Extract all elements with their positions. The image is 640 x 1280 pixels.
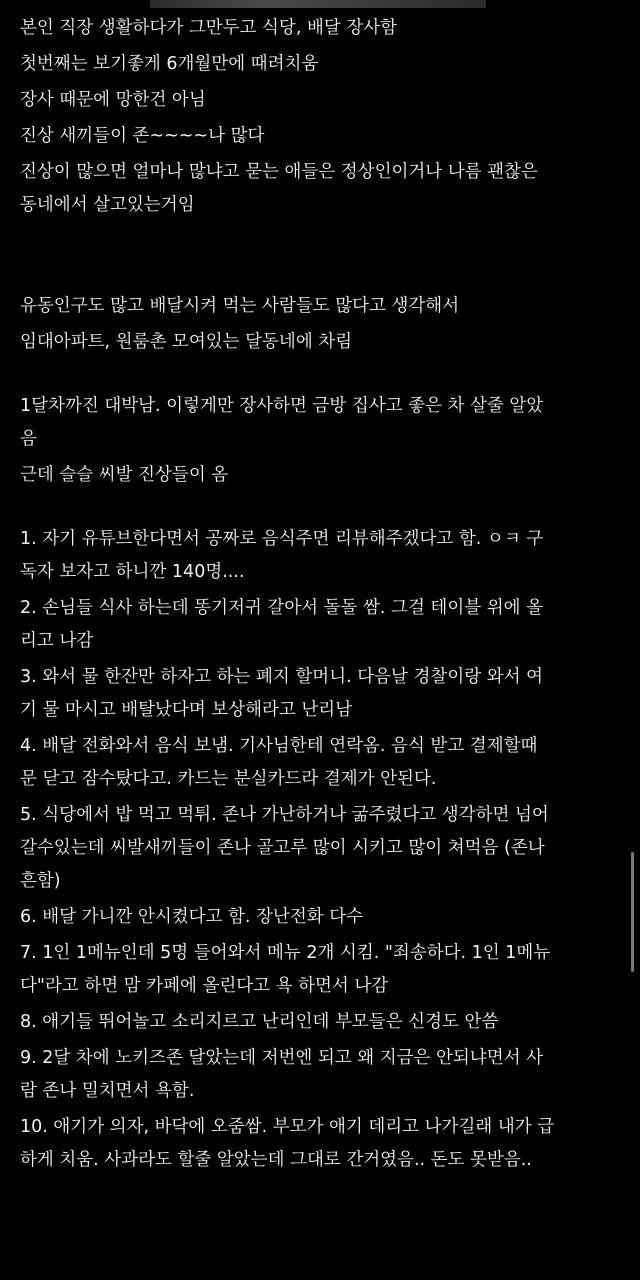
list-item: 2. 손님들 식사 하는데 똥기저귀 갈아서 돌돌 쌈. 그걸 테이블 위에 올 리고 나감 <box>20 598 543 651</box>
list-item: 9. 2달 차에 노키즈존 달았는데 저번엔 되고 왜 지금은 안되냐면서 사 람 존나 밀치면서 욕함. <box>20 1048 543 1101</box>
list-item: 1. 자기 유튜브한다면서 공짜로 음식주면 리뷰해주겠다고 함. ㅇㅋ 구 독자 보자고 하니깐 140명.... <box>20 529 544 582</box>
post-paragraph: 1달차까진 대박남. 이렇게만 장사하면 금방 집사고 좋은 차 살줄 알았 음 <box>20 396 544 449</box>
list-item: 8. 애기들 뛰어놀고 소리지르고 난리인데 부모들은 신경도 안씀 <box>20 1012 499 1032</box>
scrollbar-thumb[interactable] <box>631 852 634 972</box>
post-paragraph: 진상이 많으면 얼마나 많냐고 묻는 애들은 정상인이거나 나름 괜찮은 동네에서 살고있는거임 <box>20 162 538 215</box>
list-item: 10. 애기가 의자, 바닥에 오줌쌈. 부모가 애기 데리고 나가길래 내가 급 하게 치움. 사과라도 할줄 알았는데 그대로 간거였음.. 돈도 못받음.. <box>20 1117 555 1170</box>
list-item: 6. 배달 가니깐 안시켰다고 함. 장난전화 다수 <box>20 907 364 927</box>
image-bottom-edge <box>150 0 486 8</box>
list-item: 7. 1인 1메뉴인데 5명 들어와서 메뉴 2개 시킴. "죄송하다. 1인 1메뉴 다"라고 하면 맘 카페에 올린다고 욕 하면서 나감 <box>20 943 551 996</box>
post-paragraph: 근데 슬슬 씨발 진상들이 옴 <box>20 465 229 485</box>
post-body <box>20 12 620 1180</box>
post-paragraph: 진상 새끼들이 존~~~~나 많다 <box>20 126 265 146</box>
post-paragraph: 유동인구도 많고 배달시켜 먹는 사람들도 많다고 생각해서 <box>20 296 460 316</box>
list-item: 5. 식당에서 밥 먹고 먹튀. 존나 가난하거나 굶주렸다고 생각하면 넘어 갈수있는데 씨발새끼들이 존나 골고루 많이 시키고 많이 쳐먹음 (존나 흔함) <box>20 805 549 891</box>
post-paragraph: 본인 직장 생활하다가 그만두고 식당, 배달 장사함 <box>20 18 398 38</box>
post-paragraph: 첫번째는 보기좋게 6개월만에 때려치움 <box>20 54 319 74</box>
list-item: 4. 배달 전화와서 음식 보냄. 기사님한테 연락옴. 음식 받고 결제할때 문 닫고 잠수탔다고. 카드는 분실카드라 결제가 안된다. <box>20 736 538 789</box>
post-paragraph: 장사 때문에 망한건 아님 <box>20 90 206 110</box>
post-paragraph: 임대아파트, 원룸촌 모여있는 달동네에 차림 <box>20 332 353 352</box>
list-item: 3. 와서 물 한잔만 하자고 하는 폐지 할머니. 다음날 경찰이랑 와서 여 기 물 마시고 배탈났다며 보상해라고 난리남 <box>20 667 543 720</box>
